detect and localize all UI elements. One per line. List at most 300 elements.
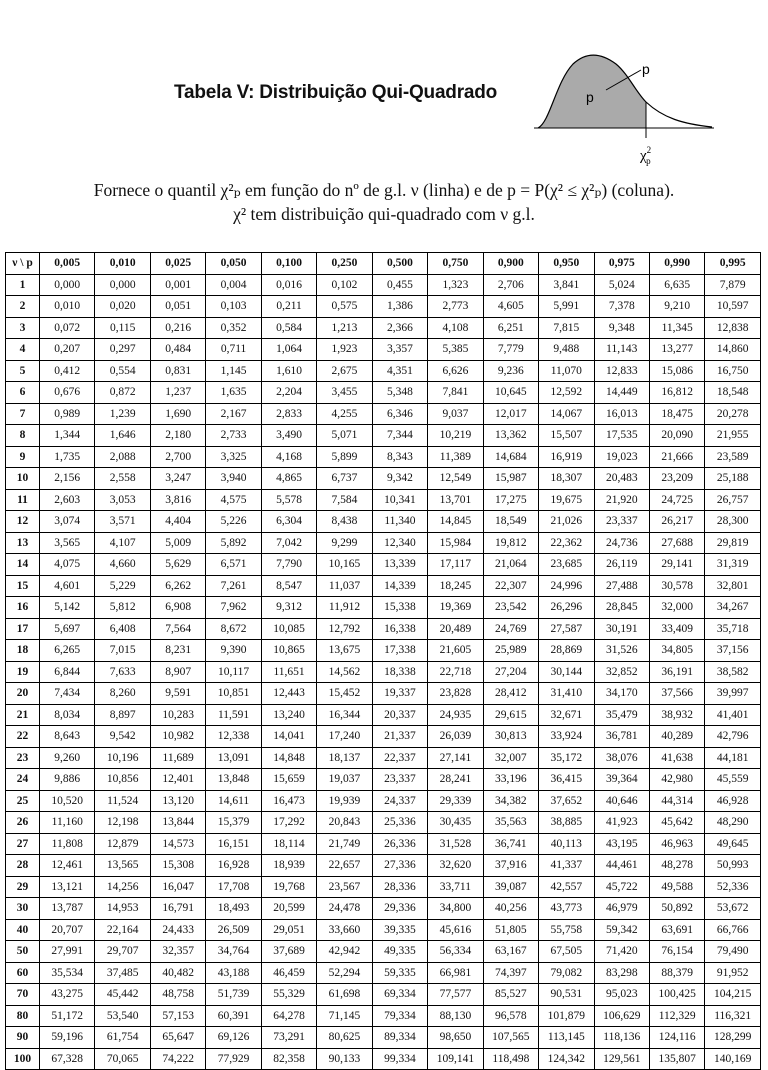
table-cell: 73,291 bbox=[261, 1027, 316, 1049]
table-cell: 27,488 bbox=[594, 575, 649, 597]
table-cell: 29,336 bbox=[372, 898, 427, 920]
page-title: Tabela V: Distribuição Qui-Quadrado bbox=[174, 82, 498, 103]
table-cell: 29,819 bbox=[705, 532, 761, 554]
table-cell: 15,984 bbox=[428, 532, 483, 554]
table-cell: 109,141 bbox=[428, 1048, 483, 1070]
table-cell: 25,188 bbox=[705, 468, 761, 490]
table-cell: 14,848 bbox=[261, 747, 316, 769]
table-cell: 9,390 bbox=[206, 640, 261, 662]
row-header-nu: 3 bbox=[6, 317, 40, 339]
table-row bbox=[6, 640, 761, 662]
table-cell: 29,707 bbox=[95, 941, 150, 963]
table-cell: 16,338 bbox=[372, 618, 427, 640]
table-cell: 17,338 bbox=[372, 640, 427, 662]
table-cell: 30,813 bbox=[483, 726, 538, 748]
table-cell: 15,507 bbox=[539, 425, 594, 447]
table-cell: 9,236 bbox=[483, 360, 538, 382]
table-cell: 7,261 bbox=[206, 575, 261, 597]
table-cell: 7,790 bbox=[261, 554, 316, 576]
table-cell: 2,088 bbox=[95, 446, 150, 468]
row-header-nu: 26 bbox=[6, 812, 40, 834]
table-cell: 19,337 bbox=[372, 683, 427, 705]
row-header-nu: 22 bbox=[6, 726, 40, 748]
table-cell: 96,578 bbox=[483, 1005, 538, 1027]
table-cell: 27,204 bbox=[483, 661, 538, 683]
table-cell: 1,923 bbox=[317, 339, 372, 361]
table-cell: 43,773 bbox=[539, 898, 594, 920]
table-cell: 18,338 bbox=[372, 661, 427, 683]
table-cell: 40,256 bbox=[483, 898, 538, 920]
table-cell: 9,591 bbox=[150, 683, 205, 705]
table-cell: 24,478 bbox=[317, 898, 372, 920]
table-cell: 21,064 bbox=[483, 554, 538, 576]
table-cell: 140,169 bbox=[705, 1048, 761, 1070]
corner-header: ν \ p bbox=[6, 253, 40, 275]
table-cell: 4,075 bbox=[40, 554, 95, 576]
table-cell: 2,675 bbox=[317, 360, 372, 382]
table-cell: 39,087 bbox=[483, 876, 538, 898]
table-row bbox=[6, 1048, 761, 1070]
row-header-nu: 100 bbox=[6, 1048, 40, 1070]
table-cell: 7,042 bbox=[261, 532, 316, 554]
table-cell: 11,389 bbox=[428, 446, 483, 468]
table-row bbox=[6, 984, 761, 1006]
table-cell: 7,962 bbox=[206, 597, 261, 619]
table-cell: 3,571 bbox=[95, 511, 150, 533]
table-cell: 9,542 bbox=[95, 726, 150, 748]
table-cell: 28,412 bbox=[483, 683, 538, 705]
table-cell: 0,115 bbox=[95, 317, 150, 339]
table-cell: 6,251 bbox=[483, 317, 538, 339]
table-cell: 14,611 bbox=[206, 790, 261, 812]
table-cell: 20,090 bbox=[649, 425, 704, 447]
table-cell: 85,527 bbox=[483, 984, 538, 1006]
table-cell: 69,334 bbox=[372, 984, 427, 1006]
table-cell: 15,659 bbox=[261, 769, 316, 791]
table-cell: 79,490 bbox=[705, 941, 761, 963]
row-header-nu: 16 bbox=[6, 597, 40, 619]
table-cell: 15,379 bbox=[206, 812, 261, 834]
row-header-nu: 25 bbox=[6, 790, 40, 812]
table-cell: 59,196 bbox=[40, 1027, 95, 1049]
table-cell: 27,688 bbox=[649, 532, 704, 554]
table-cell: 21,955 bbox=[705, 425, 761, 447]
column-header-p: 0,500 bbox=[372, 253, 427, 275]
row-header-nu: 4 bbox=[6, 339, 40, 361]
row-header-nu: 50 bbox=[6, 941, 40, 963]
table-cell: 5,578 bbox=[261, 489, 316, 511]
table-cell: 14,573 bbox=[150, 833, 205, 855]
table-row bbox=[6, 833, 761, 855]
table-cell: 10,283 bbox=[150, 704, 205, 726]
table-cell: 45,642 bbox=[649, 812, 704, 834]
table-cell: 24,996 bbox=[539, 575, 594, 597]
table-cell: 10,520 bbox=[40, 790, 95, 812]
description-line-2: χ² tem distribuição qui-quadrado com ν g.l. bbox=[233, 204, 535, 224]
table-cell: 10,341 bbox=[372, 489, 427, 511]
table-cell: 18,475 bbox=[649, 403, 704, 425]
table-cell: 4,601 bbox=[40, 575, 95, 597]
table-cell: 21,920 bbox=[594, 489, 649, 511]
table-cell: 11,689 bbox=[150, 747, 205, 769]
table-cell: 44,461 bbox=[594, 855, 649, 877]
table-cell: 12,792 bbox=[317, 618, 372, 640]
table-cell: 9,037 bbox=[428, 403, 483, 425]
table-cell: 19,369 bbox=[428, 597, 483, 619]
table-cell: 3,247 bbox=[150, 468, 205, 490]
row-header-nu: 23 bbox=[6, 747, 40, 769]
table-cell: 46,979 bbox=[594, 898, 649, 920]
table-cell: 4,605 bbox=[483, 296, 538, 318]
table-cell: 71,420 bbox=[594, 941, 649, 963]
table-cell: 42,942 bbox=[317, 941, 372, 963]
table-cell: 26,336 bbox=[372, 833, 427, 855]
table-cell: 48,290 bbox=[705, 812, 761, 834]
table-cell: 1,635 bbox=[206, 382, 261, 404]
table-cell: 11,160 bbox=[40, 812, 95, 834]
table-cell: 26,039 bbox=[428, 726, 483, 748]
table-cell: 0,072 bbox=[40, 317, 95, 339]
table-cell: 45,559 bbox=[705, 769, 761, 791]
table-cell: 6,635 bbox=[649, 274, 704, 296]
table-cell: 5,812 bbox=[95, 597, 150, 619]
table-cell: 1,735 bbox=[40, 446, 95, 468]
table-cell: 13,277 bbox=[649, 339, 704, 361]
table-cell: 28,300 bbox=[705, 511, 761, 533]
table-cell: 63,691 bbox=[649, 919, 704, 941]
table-cell: 76,154 bbox=[649, 941, 704, 963]
table-cell: 30,578 bbox=[649, 575, 704, 597]
table-cell: 36,415 bbox=[539, 769, 594, 791]
table-row bbox=[6, 489, 761, 511]
table-cell: 12,461 bbox=[40, 855, 95, 877]
table-cell: 0,872 bbox=[95, 382, 150, 404]
table-cell: 22,362 bbox=[539, 532, 594, 554]
table-cell: 12,879 bbox=[95, 833, 150, 855]
table-cell: 17,117 bbox=[428, 554, 483, 576]
table-cell: 17,708 bbox=[206, 876, 261, 898]
table-cell: 17,275 bbox=[483, 489, 538, 511]
table-cell: 40,482 bbox=[150, 962, 205, 984]
column-header-p: 0,975 bbox=[594, 253, 649, 275]
table-cell: 3,357 bbox=[372, 339, 427, 361]
table-cell: 3,816 bbox=[150, 489, 205, 511]
table-cell: 44,181 bbox=[705, 747, 761, 769]
table-cell: 8,907 bbox=[150, 661, 205, 683]
table-cell: 23,337 bbox=[594, 511, 649, 533]
table-cell: 66,766 bbox=[705, 919, 761, 941]
table-cell: 2,706 bbox=[483, 274, 538, 296]
table-cell: 70,065 bbox=[95, 1048, 150, 1070]
table-cell: 43,188 bbox=[206, 962, 261, 984]
table-cell: 19,023 bbox=[594, 446, 649, 468]
chi-square-table bbox=[5, 252, 761, 1070]
table-cell: 67,328 bbox=[40, 1048, 95, 1070]
table-row bbox=[6, 403, 761, 425]
table-row bbox=[6, 274, 761, 296]
table-row bbox=[6, 790, 761, 812]
table-cell: 0,211 bbox=[261, 296, 316, 318]
table-cell: 88,379 bbox=[649, 962, 704, 984]
table-cell: 21,666 bbox=[649, 446, 704, 468]
table-cell: 107,565 bbox=[483, 1027, 538, 1049]
table-cell: 35,479 bbox=[594, 704, 649, 726]
table-cell: 77,929 bbox=[206, 1048, 261, 1070]
table-cell: 5,071 bbox=[317, 425, 372, 447]
table-header-row bbox=[6, 253, 761, 275]
table-cell: 0,989 bbox=[40, 403, 95, 425]
row-header-nu: 15 bbox=[6, 575, 40, 597]
table-cell: 8,438 bbox=[317, 511, 372, 533]
table-cell: 40,113 bbox=[539, 833, 594, 855]
table-cell: 2,180 bbox=[150, 425, 205, 447]
table-cell: 5,229 bbox=[95, 575, 150, 597]
table-cell: 7,841 bbox=[428, 382, 483, 404]
table-row bbox=[6, 898, 761, 920]
table-cell: 19,675 bbox=[539, 489, 594, 511]
table-cell: 12,592 bbox=[539, 382, 594, 404]
table-cell: 16,812 bbox=[649, 382, 704, 404]
table-cell: 9,342 bbox=[372, 468, 427, 490]
table-cell: 35,172 bbox=[539, 747, 594, 769]
table-row bbox=[6, 769, 761, 791]
table-cell: 14,562 bbox=[317, 661, 372, 683]
table-cell: 11,912 bbox=[317, 597, 372, 619]
table-cell: 61,698 bbox=[317, 984, 372, 1006]
p-label-outside: p bbox=[642, 61, 650, 77]
column-header-p: 0,250 bbox=[317, 253, 372, 275]
table-cell: 16,344 bbox=[317, 704, 372, 726]
table-cell: 7,584 bbox=[317, 489, 372, 511]
table-cell: 1,690 bbox=[150, 403, 205, 425]
table-cell: 11,340 bbox=[372, 511, 427, 533]
column-header-p: 0,050 bbox=[206, 253, 261, 275]
table-cell: 23,542 bbox=[483, 597, 538, 619]
table-cell: 2,167 bbox=[206, 403, 261, 425]
table-cell: 1,610 bbox=[261, 360, 316, 382]
table-cell: 0,004 bbox=[206, 274, 261, 296]
table-cell: 19,812 bbox=[483, 532, 538, 554]
table-row bbox=[6, 812, 761, 834]
table-cell: 3,565 bbox=[40, 532, 95, 554]
table-row bbox=[6, 446, 761, 468]
table-cell: 15,452 bbox=[317, 683, 372, 705]
table-row bbox=[6, 425, 761, 447]
table-cell: 14,449 bbox=[594, 382, 649, 404]
table-cell: 6,844 bbox=[40, 661, 95, 683]
table-cell: 18,939 bbox=[261, 855, 316, 877]
table-cell: 40,289 bbox=[649, 726, 704, 748]
table-cell: 37,916 bbox=[483, 855, 538, 877]
table-cell: 10,851 bbox=[206, 683, 261, 705]
table-cell: 4,865 bbox=[261, 468, 316, 490]
row-header-nu: 7 bbox=[6, 403, 40, 425]
table-cell: 37,689 bbox=[261, 941, 316, 963]
table-cell: 15,086 bbox=[649, 360, 704, 382]
table-cell: 6,571 bbox=[206, 554, 261, 576]
table-cell: 35,563 bbox=[483, 812, 538, 834]
table-cell: 4,168 bbox=[261, 446, 316, 468]
table-cell: 6,262 bbox=[150, 575, 205, 597]
table-cell: 25,336 bbox=[372, 812, 427, 834]
table-cell: 7,879 bbox=[705, 274, 761, 296]
column-header-p: 0,950 bbox=[539, 253, 594, 275]
table-row bbox=[6, 962, 761, 984]
table-cell: 11,070 bbox=[539, 360, 594, 382]
table-cell: 17,535 bbox=[594, 425, 649, 447]
table-cell: 10,645 bbox=[483, 382, 538, 404]
table-cell: 2,558 bbox=[95, 468, 150, 490]
table-row bbox=[6, 618, 761, 640]
table-cell: 25,989 bbox=[483, 640, 538, 662]
table-cell: 6,304 bbox=[261, 511, 316, 533]
table-cell: 13,362 bbox=[483, 425, 538, 447]
table-cell: 0,831 bbox=[150, 360, 205, 382]
table-cell: 9,488 bbox=[539, 339, 594, 361]
table-cell: 12,401 bbox=[150, 769, 205, 791]
table-cell: 11,808 bbox=[40, 833, 95, 855]
table-cell: 100,425 bbox=[649, 984, 704, 1006]
table-cell: 8,547 bbox=[261, 575, 316, 597]
table-cell: 5,629 bbox=[150, 554, 205, 576]
table-cell: 16,919 bbox=[539, 446, 594, 468]
table-cell: 21,749 bbox=[317, 833, 372, 855]
table-cell: 0,051 bbox=[150, 296, 205, 318]
table-cell: 6,626 bbox=[428, 360, 483, 382]
table-cell: 6,908 bbox=[150, 597, 205, 619]
table-cell: 26,296 bbox=[539, 597, 594, 619]
column-header-p: 0,005 bbox=[40, 253, 95, 275]
table-cell: 0,412 bbox=[40, 360, 95, 382]
table-cell: 19,037 bbox=[317, 769, 372, 791]
table-cell: 2,603 bbox=[40, 489, 95, 511]
table-cell: 10,196 bbox=[95, 747, 150, 769]
table-cell: 23,337 bbox=[372, 769, 427, 791]
table-cell: 7,815 bbox=[539, 317, 594, 339]
table-row bbox=[6, 683, 761, 705]
table-cell: 15,338 bbox=[372, 597, 427, 619]
table-cell: 38,076 bbox=[594, 747, 649, 769]
table-cell: 51,805 bbox=[483, 919, 538, 941]
row-header-nu: 30 bbox=[6, 898, 40, 920]
table-cell: 11,524 bbox=[95, 790, 150, 812]
table-cell: 31,410 bbox=[539, 683, 594, 705]
table-cell: 13,121 bbox=[40, 876, 95, 898]
table-cell: 38,932 bbox=[649, 704, 704, 726]
table-cell: 91,952 bbox=[705, 962, 761, 984]
row-header-nu: 24 bbox=[6, 769, 40, 791]
table-cell: 10,856 bbox=[95, 769, 150, 791]
row-header-nu: 11 bbox=[6, 489, 40, 511]
table-cell: 8,260 bbox=[95, 683, 150, 705]
table-cell: 1,145 bbox=[206, 360, 261, 382]
table-cell: 32,000 bbox=[649, 597, 704, 619]
table-row bbox=[6, 532, 761, 554]
row-header-nu: 27 bbox=[6, 833, 40, 855]
row-header-nu: 20 bbox=[6, 683, 40, 705]
table-cell: 14,067 bbox=[539, 403, 594, 425]
row-header-nu: 90 bbox=[6, 1027, 40, 1049]
table-cell: 6,408 bbox=[95, 618, 150, 640]
table-cell: 118,136 bbox=[594, 1027, 649, 1049]
table-cell: 13,565 bbox=[95, 855, 150, 877]
table-cell: 23,589 bbox=[705, 446, 761, 468]
table-cell: 69,126 bbox=[206, 1027, 261, 1049]
table-row bbox=[6, 296, 761, 318]
table-cell: 10,219 bbox=[428, 425, 483, 447]
table-cell: 24,725 bbox=[649, 489, 704, 511]
table-cell: 50,993 bbox=[705, 855, 761, 877]
table-cell: 79,082 bbox=[539, 962, 594, 984]
table-cell: 48,758 bbox=[150, 984, 205, 1006]
table-cell: 20,489 bbox=[428, 618, 483, 640]
table-cell: 13,701 bbox=[428, 489, 483, 511]
table-cell: 53,672 bbox=[705, 898, 761, 920]
table-cell: 17,240 bbox=[317, 726, 372, 748]
table-cell: 41,337 bbox=[539, 855, 594, 877]
table-row bbox=[6, 317, 761, 339]
table-cell: 4,108 bbox=[428, 317, 483, 339]
table-cell: 37,652 bbox=[539, 790, 594, 812]
table-cell: 3,940 bbox=[206, 468, 261, 490]
table-cell: 33,660 bbox=[317, 919, 372, 941]
row-header-nu: 60 bbox=[6, 962, 40, 984]
table-cell: 0,676 bbox=[40, 382, 95, 404]
table-cell: 59,342 bbox=[594, 919, 649, 941]
table-cell: 124,342 bbox=[539, 1048, 594, 1070]
table-cell: 66,981 bbox=[428, 962, 483, 984]
table-cell: 27,991 bbox=[40, 941, 95, 963]
table-cell: 53,540 bbox=[95, 1005, 150, 1027]
table-cell: 6,737 bbox=[317, 468, 372, 490]
table-cell: 19,939 bbox=[317, 790, 372, 812]
table-cell: 55,329 bbox=[261, 984, 316, 1006]
row-header-nu: 2 bbox=[6, 296, 40, 318]
table-cell: 20,599 bbox=[261, 898, 316, 920]
row-header-nu: 13 bbox=[6, 532, 40, 554]
table-cell: 51,172 bbox=[40, 1005, 95, 1027]
table-cell: 29,051 bbox=[261, 919, 316, 941]
table-cell: 26,217 bbox=[649, 511, 704, 533]
table-cell: 21,337 bbox=[372, 726, 427, 748]
table-cell: 12,338 bbox=[206, 726, 261, 748]
column-header-p: 0,990 bbox=[649, 253, 704, 275]
row-header-nu: 17 bbox=[6, 618, 40, 640]
row-header-nu: 19 bbox=[6, 661, 40, 683]
table-cell: 19,768 bbox=[261, 876, 316, 898]
table-cell: 2,204 bbox=[261, 382, 316, 404]
table-cell: 39,335 bbox=[372, 919, 427, 941]
table-cell: 10,085 bbox=[261, 618, 316, 640]
table-cell: 74,397 bbox=[483, 962, 538, 984]
table-cell: 22,718 bbox=[428, 661, 483, 683]
table-cell: 12,833 bbox=[594, 360, 649, 382]
table-cell: 14,684 bbox=[483, 446, 538, 468]
table-cell: 32,671 bbox=[539, 704, 594, 726]
table-cell: 46,928 bbox=[705, 790, 761, 812]
table-cell: 26,119 bbox=[594, 554, 649, 576]
table-cell: 4,575 bbox=[206, 489, 261, 511]
table-cell: 1,213 bbox=[317, 317, 372, 339]
table-cell: 7,779 bbox=[483, 339, 538, 361]
table-cell: 14,041 bbox=[261, 726, 316, 748]
table-cell: 33,196 bbox=[483, 769, 538, 791]
row-header-nu: 18 bbox=[6, 640, 40, 662]
column-header-p: 0,900 bbox=[483, 253, 538, 275]
table-cell: 5,899 bbox=[317, 446, 372, 468]
row-header-nu: 14 bbox=[6, 554, 40, 576]
table-cell: 63,167 bbox=[483, 941, 538, 963]
